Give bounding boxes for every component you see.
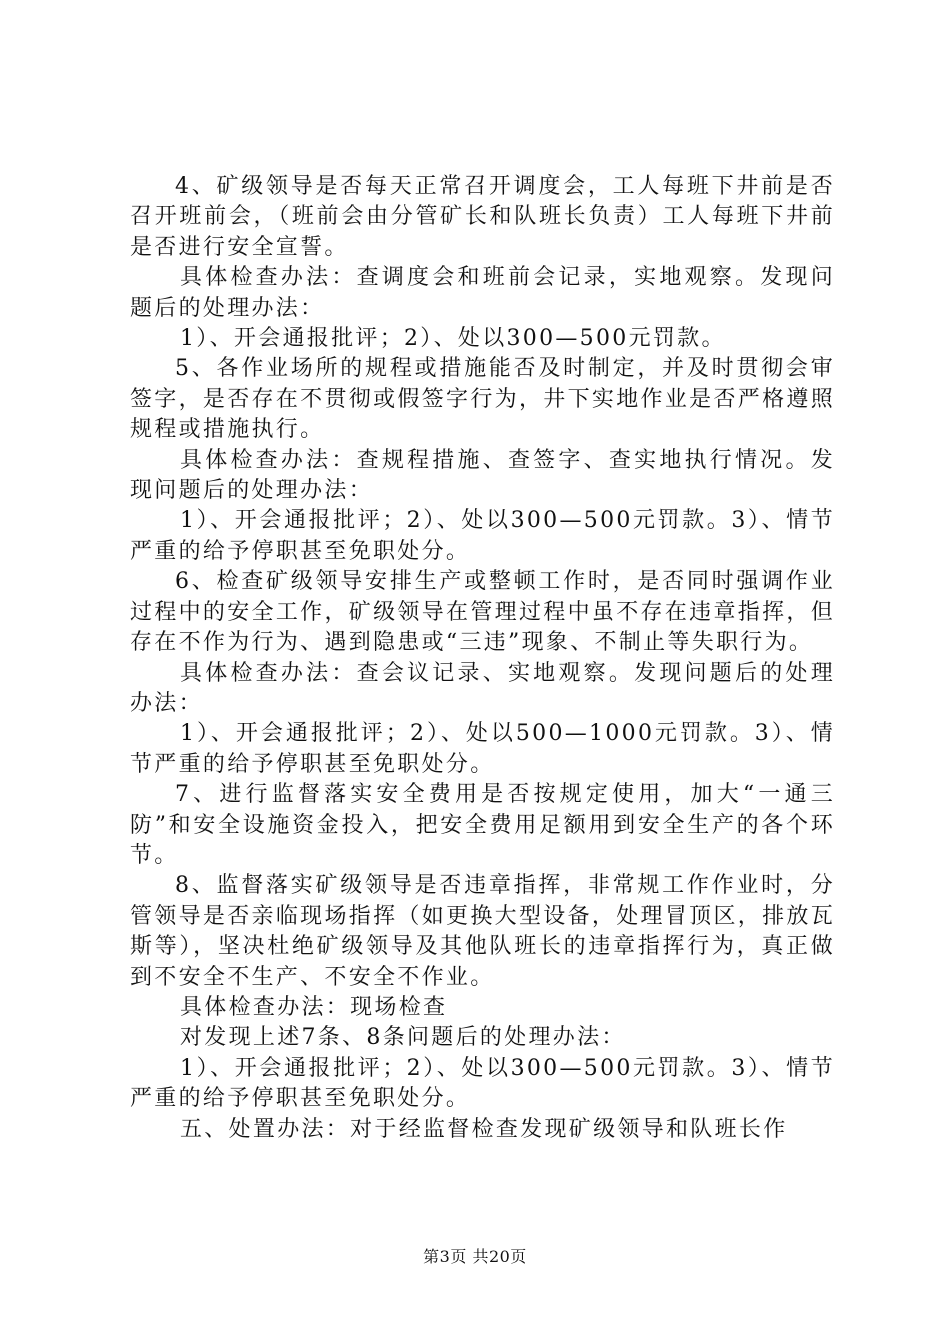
penalty-paragraph: 1）、开会通报批评；2）、处以300—500元罚款。 [180,326,726,352]
check-method-paragraph: 具体检查办法：现场检查 [180,994,448,1020]
handling-intro-paragraph: 对发现上述7条、8条问题后的处理办法： [180,1025,626,1051]
penalty-paragraph: 1）、开会通报批评；2）、处以300—500元罚款。3）、情节严重的给予停职甚至免职处分。 [130,1055,835,1112]
document-body [130,172,835,1145]
check-method-paragraph: 具体检查办法：查会议记录、实地观察。发现问题后的处理办法： [130,660,835,716]
item-4-paragraph: 4、矿级领导是否每天正常召开调度会，工人每班下井前是否召开班前会，（班前会由分管矿长和队班长负责）工人每班下井前是否进行安全宣誓。 [130,174,835,260]
item-6-paragraph: 6、检查矿级领导安排生产或整顿工作时，是否同时强调作业过程中的安全工作，矿级领导在管理过程中虽不存在违章指挥，但存在不作为行为、遇到隐患或“三违”现象、不制止等失职行为。 [130,569,835,656]
penalty-paragraph: 1）、开会通报批评；2）、处以500—1000元罚款。3）、情节严重的给予停职甚至免职处分。 [130,721,835,777]
item-7-paragraph: 7、进行监督落实安全费用是否按规定使用，加大“一通三防”和安全设施资金投入，把安全费用足额用到安全生产的各个环节。 [130,782,835,868]
section-5-paragraph: 五、处置办法：对于经监督检查发现矿级领导和队班长作 [180,1116,788,1142]
check-method-paragraph: 具体检查办法：查调度会和班前会记录，实地观察。发现问题后的处理办法： [130,265,835,321]
page-number-footer: 第3页 共20页 [423,1247,527,1266]
item-5-paragraph: 5、各作业场所的规程或措施能否及时制定，并及时贯彻会审签字，是否存在不贯彻或假签字行为，井下实地作业是否严格遵照规程或措施执行。 [130,356,835,443]
penalty-paragraph: 1）、开会通报批评；2）、处以300—500元罚款。3）、情节严重的给予停职甚至免职处分。 [130,508,835,564]
item-8-paragraph: 8、监督落实矿级领导是否违章指挥，非常规工作作业时，分管领导是否亲临现场指挥（如更换大型设备，处理冒顶区，排放瓦斯等），坚决杜绝矿级领导及其他队班长的违章指挥行为，真正做到不安全不生产、不安全不作业。 [130,873,835,990]
check-method-paragraph: 具体检查办法：查规程措施、查签字、查实地执行情况。发现问题后的处理办法： [130,447,835,504]
